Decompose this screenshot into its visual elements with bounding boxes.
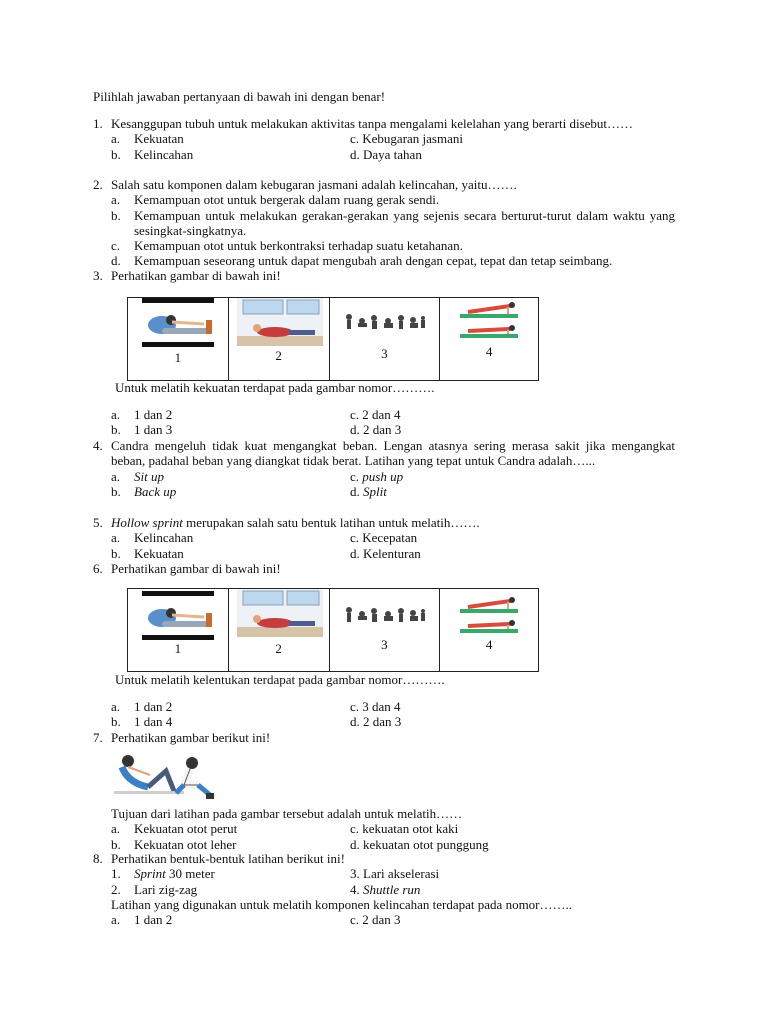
question-number: 7. [93,730,103,745]
back-up-figure [237,589,323,639]
item-2: Lari zig-zag [134,881,198,897]
option-row: b. 1 dan 3 d. 2 dan 3 [111,422,402,438]
back-up-figure [237,298,323,348]
option-a: 1 dan 2 [134,407,173,422]
question-text: Perhatikan gambar berikut ini! [111,730,271,745]
image-label: 3 [381,346,388,361]
question-text: Kesanggupan tubuh untuk melakukan aktivitas tanpa mengalami kelelahan yang berarti disebut…… [111,116,634,131]
item-4: 4. Shuttle run [350,881,421,897]
option-row: b. Back up d. Split [111,483,387,499]
question-7-body [93,806,675,852]
image-cell-1 [128,298,229,380]
movement-sequence-figure [344,605,426,625]
question-number: 1. [93,116,103,131]
option-a: Kekuatan [134,131,184,147]
option-c: c. Kebugaran jasmani [350,131,463,147]
option-row: b. 1 dan 4 d. 2 dan 3 [111,714,402,730]
option-c: c. 2 dan 3 [350,912,401,928]
option-d: d. Daya tahan [350,146,422,162]
question-text: Candra mengeluh tidak kuat mengangkat beban. Lengan atasnya sering merasa sakit jika mengangkat beban, padahal beban yang diangkat tidak berat. Latihan yang tepat untuk Candra adalah…... [111,438,675,469]
option-d: d. 2 dan 3 [350,422,402,438]
sit-and-reach-figure [142,298,214,348]
option-b: 1 dan 4 [134,714,173,730]
item-3: 3. Lari akselerasi [350,866,440,882]
image-cell-4 [440,298,538,380]
option-d: d. 2 dan 3 [350,714,402,730]
image-label: 2 [275,348,282,363]
image-cell-2 [229,589,330,671]
item-1: Sprint 30 meter [134,866,215,882]
sit-and-reach-figure [142,591,214,641]
question-8 [93,851,675,927]
question-number: 4. [93,438,103,453]
option-b: Kelincahan [134,146,194,162]
option-c: c. Kecepatan [350,530,418,546]
question-number: 5. [93,515,103,530]
image-cell-2 [229,298,330,380]
option-d: d. Split [350,483,387,499]
question-1 [93,116,675,162]
image-cell-3 [330,589,441,671]
image-label: 1 [174,350,182,365]
option-b: Kekuatan [134,545,184,561]
question-number: 2. [93,177,103,192]
image-cell-1 [128,589,229,671]
question-number: 3. [93,268,103,283]
exercise-image-table [127,297,539,381]
option-a: 1 dan 2 [134,699,173,714]
question-text: Salah satu komponen dalam kebugaran jasmani adalah kelincahan, yaitu……. [111,177,517,192]
question-6-caption: Untuk melatih kelentukan terdapat pada gambar nomor………. [115,672,445,687]
option-row: b. Kekuatan d. Kelenturan [111,545,421,561]
movement-sequence-figure [344,312,426,332]
item-row: 1. Sprint 30 meter 3. Lari akselerasi [111,866,440,882]
question-7-caption: Tujuan dari latihan pada gambar tersebut adalah untuk melatih…… [111,806,463,821]
option-b: 1 dan 3 [134,422,173,438]
push-up-figure [458,593,522,637]
option-c: c. 3 dan 4 [350,699,401,714]
option-row: b. Kelincahan d. Daya tahan [111,146,422,162]
image-cell-3 [330,298,441,380]
question-number: 6. [93,561,103,576]
option-b: Kekuatan otot leher [134,836,237,852]
option-a: Kelincahan [134,530,194,546]
image-cell-4 [440,589,538,671]
option-d: d. kekuatan otot punggung [350,836,489,852]
partner-sit-up-figure [114,749,218,803]
option-a: Kekuatan otot perut [134,821,238,837]
option-row: a. Kelincahan c. Kecepatan [111,530,418,546]
option-row: b. Kekuatan otot leher d. kekuatan otot punggung [111,836,489,852]
option-c: c. push up [350,468,404,484]
question-text: Perhatikan gambar di bawah ini! [111,268,281,283]
item-row: 2. Lari zig-zag 4. Shuttle run [111,881,421,897]
option-d: d. Kemampuan seseorang untuk dapat mengubah arah dengan cepat, tepat dan tetap seimbang. [111,253,613,269]
option-b: Back up [134,483,177,499]
question-text: Perhatikan gambar di bawah ini! [111,561,281,576]
question-text: Perhatikan bentuk-bentuk latihan berikut ini! [111,851,345,866]
instruction-text: Pilihlah jawaban pertanyaan di bawah ini dengan benar! [93,89,386,104]
option-c: c. 2 dan 4 [350,407,401,422]
option-row: a. 1 dan 2 c. 2 dan 3 [111,912,401,928]
option-row: a. Sit up c. push up [111,468,404,484]
option-row: a. 1 dan 2 c. 3 dan 4 [111,699,401,714]
question-3 [93,268,675,283]
question-3-options [93,407,675,438]
image-label: 4 [485,344,493,359]
option-d: d. Kelenturan [350,545,421,561]
option-b: b. Kemampuan untuk melakukan gerakan-gerakan yang sejenis secara berturut-turut dalam waktu yang sesingkat-singkatnya. [111,207,675,238]
option-a: Sit up [134,468,164,484]
image-label: 2 [275,641,282,656]
question-6 [93,561,675,576]
option-row: a. 1 dan 2 c. 2 dan 4 [111,407,401,422]
push-up-figure [458,298,522,342]
option-c: c. Kemampuan otot untuk berkontraksi terhadap suatu ketahanan. [111,238,463,254]
exercise-image-table [127,588,539,672]
option-a: 1 dan 2 [134,912,173,928]
question-6-options [93,699,675,730]
question-8-caption: Latihan yang digunakan untuk melatih komponen kelincahan terdapat pada nomor…….. [111,896,573,912]
image-label: 4 [485,637,493,652]
option-a: a. Kemampuan otot untuk bergerak dalam ruang gerak sendi. [111,192,440,208]
question-5 [93,515,675,561]
image-label: 3 [381,637,388,652]
question-text: Hollow sprint merupakan salah satu bentuk latihan untuk melatih……. [111,515,480,530]
image-label: 1 [174,641,182,656]
question-7 [93,730,675,745]
question-number: 8. [93,851,103,866]
option-row: a. Kekuatan otot perut c. kekuatan otot kaki [111,821,459,837]
question-4 [93,438,675,499]
question-2 [93,177,675,269]
option-c: c. kekuatan otot kaki [350,821,459,837]
question-3-caption: Untuk melatih kekuatan terdapat pada gambar nomor………. [115,380,435,395]
option-row: a. Kekuatan c. Kebugaran jasmani [111,131,463,147]
